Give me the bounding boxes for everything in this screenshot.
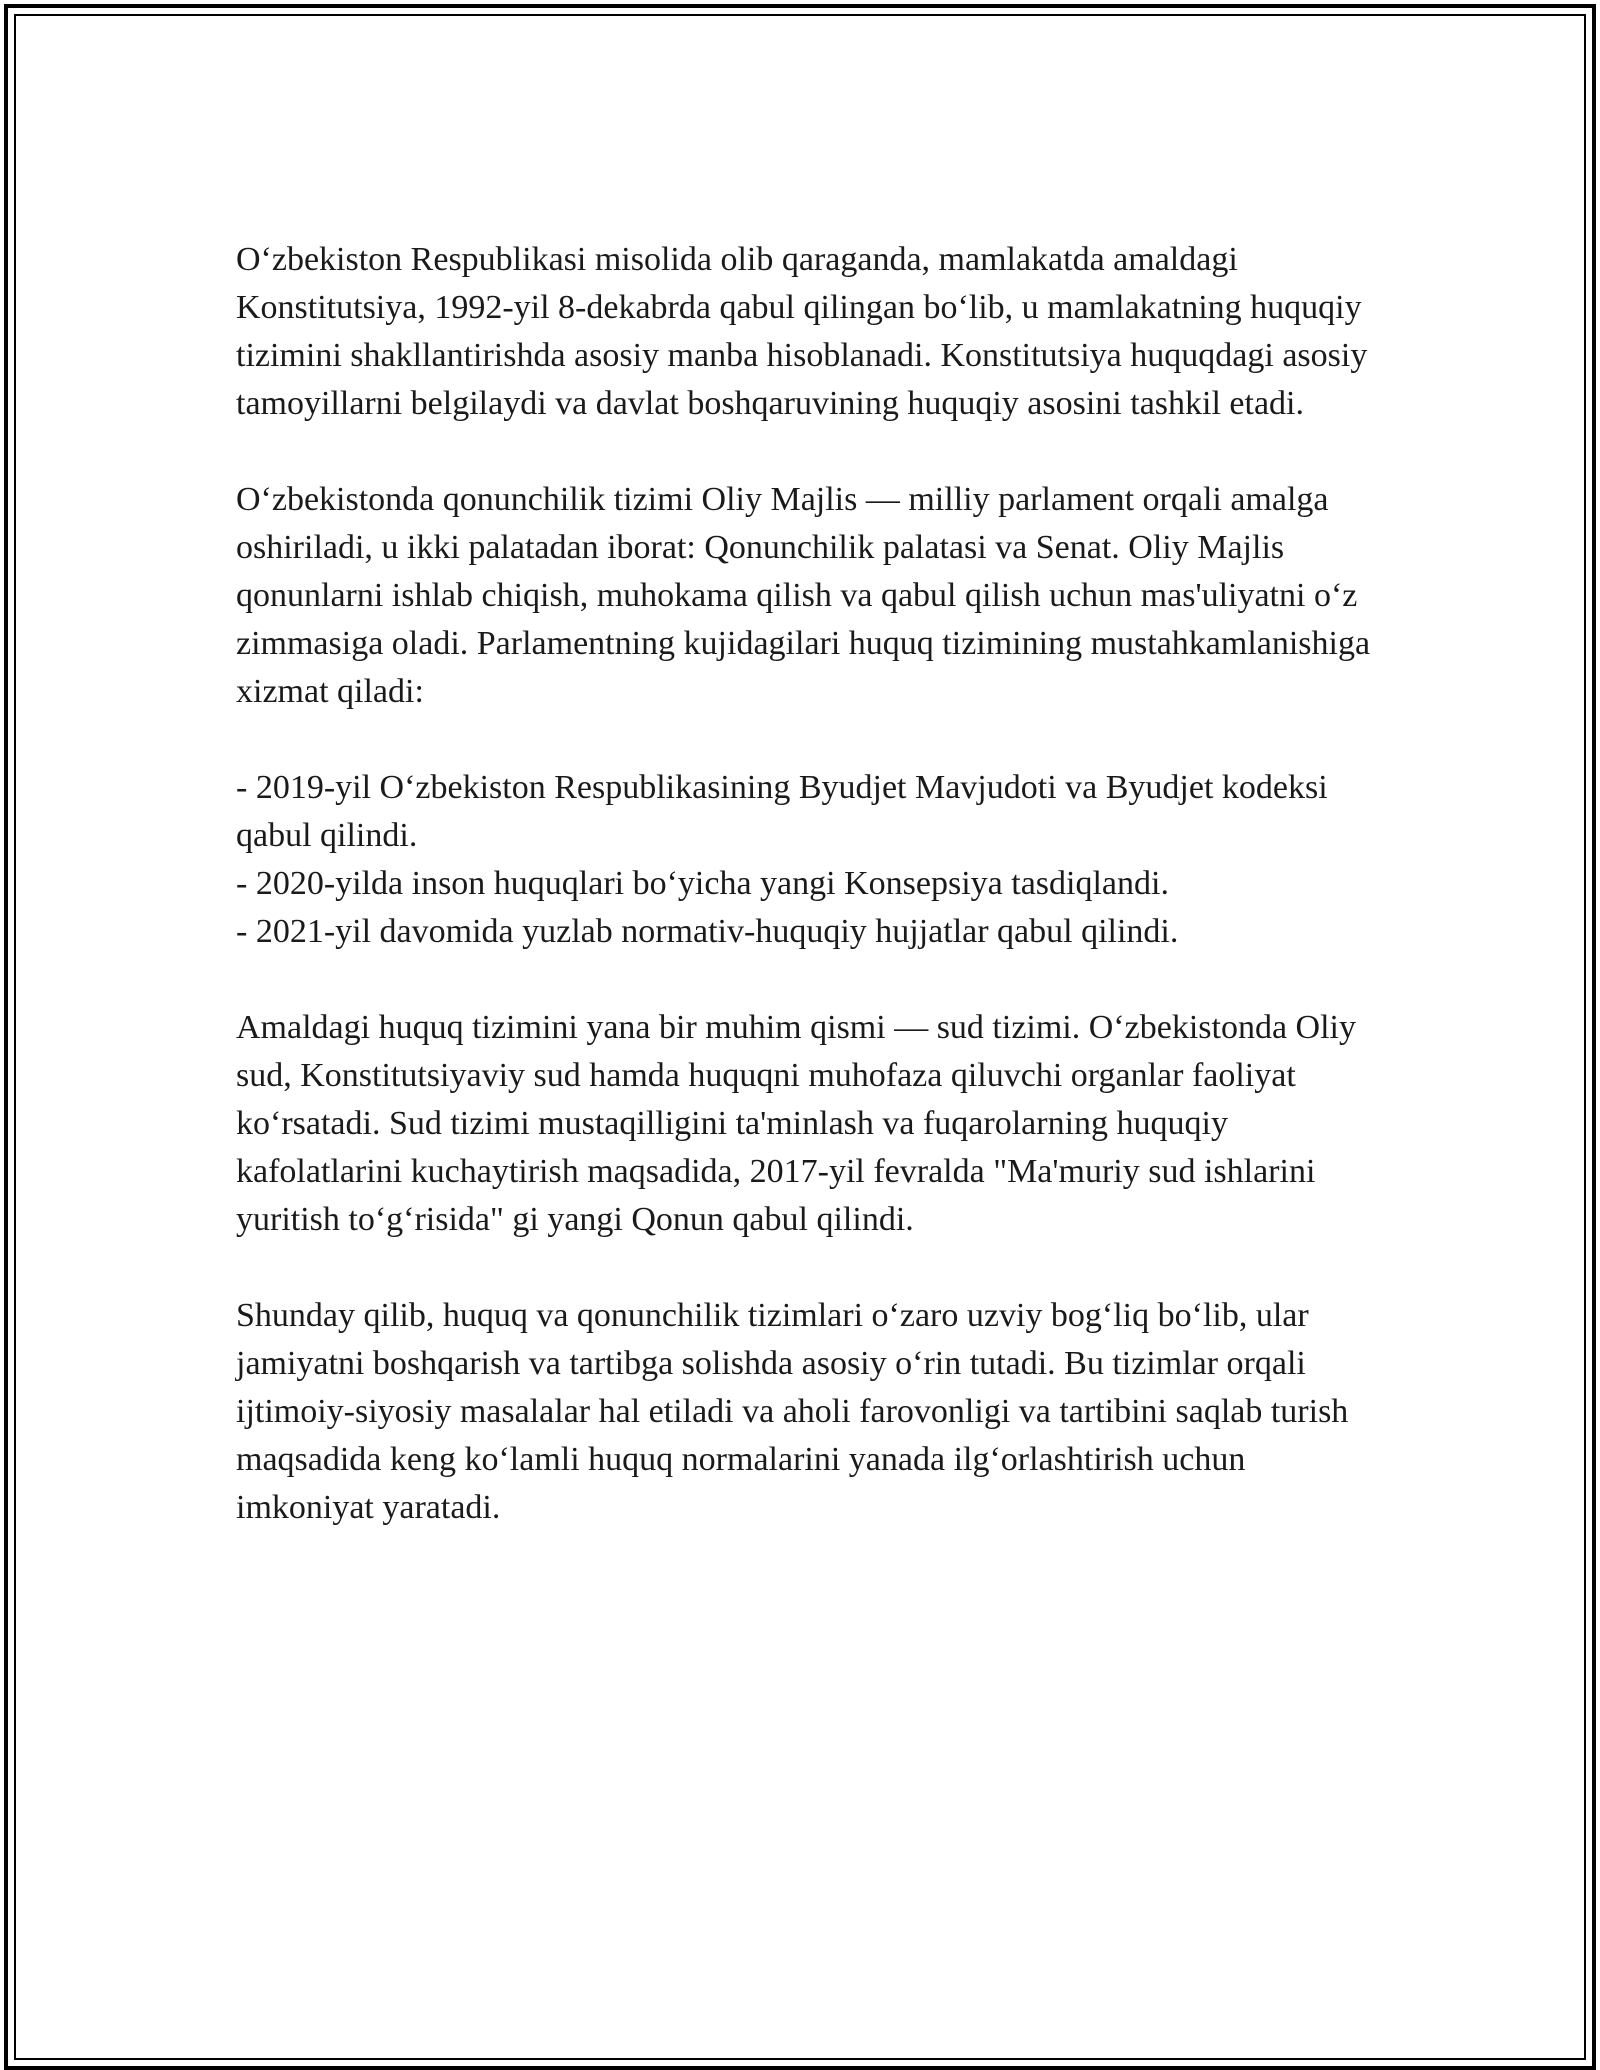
list-item: - 2019-yil O‘zbekiston Respublikasining Byudjet Mavjudoti va Byudjet kodeksi qabul qilindi.: [236, 769, 1328, 854]
paragraph-conclusion: Shunday qilib, huquq va qonunchilik tizimlari o‘zaro uzviy bog‘liq bo‘lib, ular jamiyatni boshqarish va tartibga solishda asosiy o‘rin tutadi. Bu tizimlar orqali ijtimoiy-siyosiy masalalar hal etiladi va aholi farovonligi va tartibini saqlab turish maqsadida keng ko‘lamli huquq normalarini yanada ilg‘orlashtirish uchun imkoniyat yaratadi.: [236, 1297, 1349, 1526]
achievements-list: [236, 764, 1376, 956]
list-item: - 2021-yil davomida yuzlab normativ-huquqiy hujjatlar qabul qilindi.: [236, 913, 1179, 950]
paragraph-judiciary: Amaldagi huquq tizimini yana bir muhim qismi — sud tizimi. O‘zbekistonda Oliy sud, Konstitutsiyaviy sud hamda huquqni muhofaza qiluvchi organlar faoliyat ko‘rsatadi. Sud tizimi mustaqilligini ta'minlash va fuqarolarning huquqiy kafolatlarini kuchaytirish maqsadida, 2017-yil fevralda "Ma'muriy sud ishlarini yuritish to‘g‘risida" gi yangi Qonun qabul qilindi.: [236, 1009, 1356, 1238]
list-item: - 2020-yilda inson huquqlari bo‘yicha yangi Konsepsiya tasdiqlandi.: [236, 865, 1169, 902]
document-body: [236, 236, 1376, 1580]
paragraph-constitution: O‘zbekiston Respublikasi misolida olib qaraganda, mamlakatda amaldagi Konstitutsiya, 1992-yil 8-dekabrda qabul qilingan bo‘lib, u mamlakatning huquqiy tizimini shakllantirishda asosiy manba hisoblanadi. Konstitutsiya huquqdagi asosiy tamoyillarni belgilaydi va davlat boshqaruvining huquqiy asosini tashkil etadi.: [236, 241, 1368, 422]
paragraph-legislation: O‘zbekistonda qonunchilik tizimi Oliy Majlis — milliy parlament orqali amalga oshiriladi, u ikki palatadan iborat: Qonunchilik palatasi va Senat. Oliy Majlis qonunlarni ishlab chiqish, muhokama qilish va qabul qilish uchun mas'uliyatni o‘z zimmasiga oladi. Parlamentning kujidagilari huquq tizimining mustahkamlanishiga xizmat qiladi:: [236, 481, 1371, 710]
